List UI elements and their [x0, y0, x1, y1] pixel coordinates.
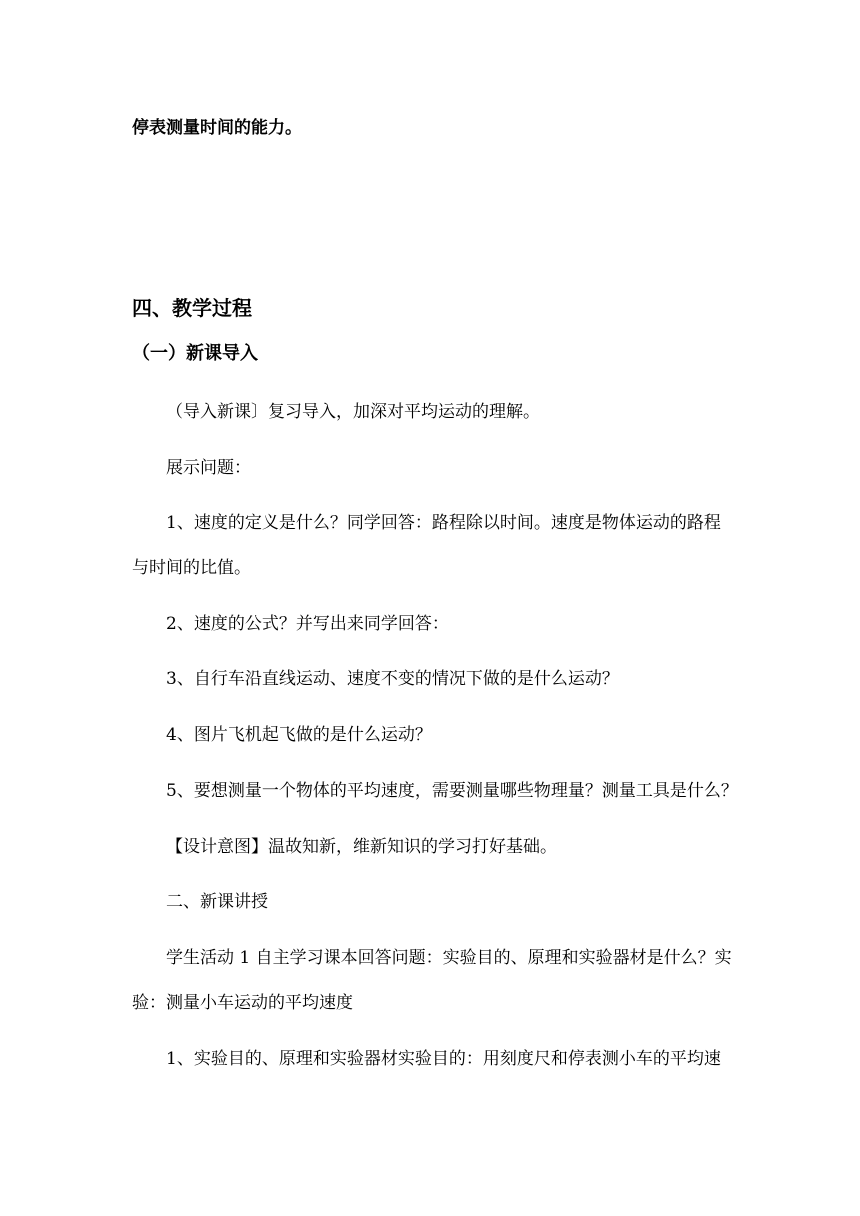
- show-questions-label: 展示问题：: [166, 458, 251, 478]
- design-intent: 【设计意图】温故知新，维新知识的学习打好基础。: [166, 837, 557, 857]
- carryover-text: 停表测量时间的能力。: [132, 118, 302, 138]
- question-1-line-2: 与时间的比值。: [132, 558, 251, 578]
- section-2-heading: 二、新课讲授: [166, 892, 268, 912]
- question-5: 5、要想测量一个物体的平均速度，需要测量哪些物理量？测量工具是什么？: [166, 781, 738, 801]
- activity-line-2: 验：测量小车运动的平均速度: [132, 993, 353, 1013]
- question-2: 2、速度的公式？并写出来同学回答：: [166, 614, 449, 634]
- question-1-line-1: 1、速度的定义是什么？同学回答：路程除以时间。速度是物体运动的路程: [166, 513, 721, 533]
- question-3: 3、自行车沿直线运动、速度不变的情况下做的是什么运动？: [166, 669, 619, 689]
- activity-line-1: 学生活动 1 自主学习课本回答问题：实验目的、原理和实验器材是什么？实: [166, 948, 732, 968]
- subsection-heading: （一）新课导入: [132, 343, 258, 364]
- intro-paragraph: （导入新课〕复习导入，加深对平均运动的理解。: [166, 402, 540, 422]
- experiment-line-1: 1、实验目的、原理和实验器材实验目的：用刻度尺和停表测小车的平均速: [166, 1049, 721, 1069]
- section-heading: 四、教学过程: [132, 296, 252, 320]
- question-4: 4、图片飞机起飞做的是什么运动？: [166, 725, 432, 745]
